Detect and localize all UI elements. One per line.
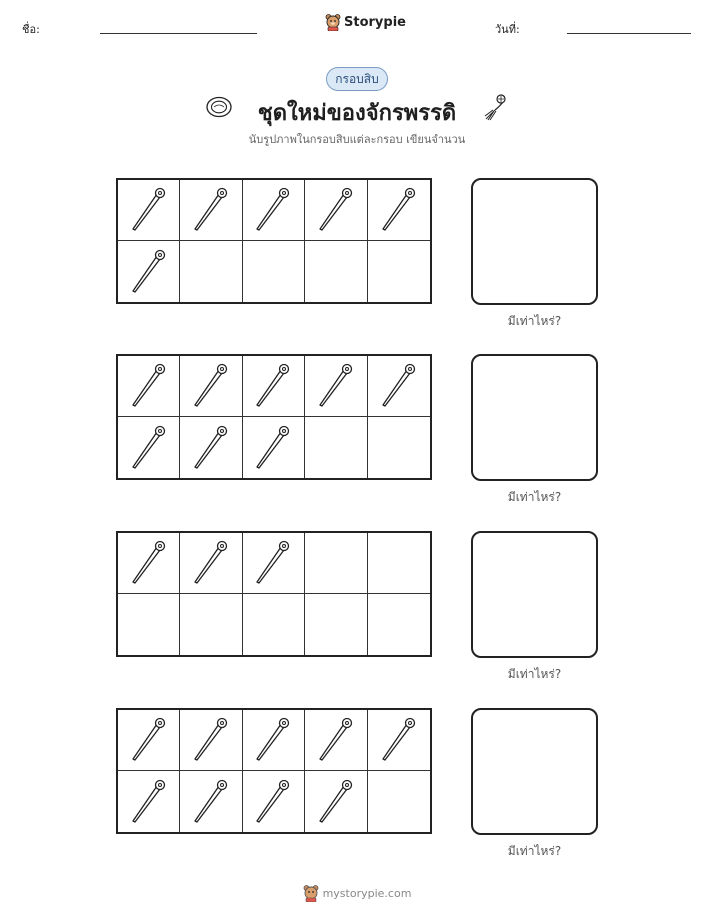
- topic-badge: กรอบสิบ: [326, 67, 388, 91]
- frame-cell: [180, 771, 242, 832]
- frame-cell: [118, 594, 180, 655]
- needle-icon: [377, 715, 421, 765]
- frame-cell: [243, 771, 305, 832]
- needle-icon: [189, 538, 233, 588]
- needle-icon: [314, 361, 358, 411]
- frame-cell: [368, 417, 430, 478]
- needle-icon: [251, 423, 295, 473]
- frame-cell: [243, 241, 305, 302]
- needle-icon: [189, 185, 233, 235]
- answer-box-4[interactable]: [471, 708, 598, 835]
- needle-icon: [127, 361, 171, 411]
- needle-icon: [189, 715, 233, 765]
- needle-icon: [251, 185, 295, 235]
- frame-cell: [368, 710, 430, 771]
- frame-cell: [118, 771, 180, 832]
- frame-cell: [243, 356, 305, 417]
- frame-cell: [368, 594, 430, 655]
- footer-website[interactable]: mystorypie.com: [322, 886, 412, 900]
- ten-frame-3: [116, 531, 432, 657]
- needle-icon: [251, 538, 295, 588]
- frame-cell: [243, 180, 305, 241]
- needle-icon: [377, 185, 421, 235]
- needle-icon: [127, 247, 171, 297]
- needle-icon: [251, 715, 295, 765]
- question-label-3: มีเท่าไหร่?: [507, 667, 562, 681]
- name-line[interactable]: [100, 33, 257, 34]
- needle-icon: [314, 185, 358, 235]
- needle-icon: [127, 423, 171, 473]
- frame-cell: [118, 710, 180, 771]
- needle-icon: [189, 777, 233, 827]
- ten-frame-2: [116, 354, 432, 480]
- frame-cell: [368, 771, 430, 832]
- frame-cell: [368, 180, 430, 241]
- question-label-2: มีเท่าไหร่?: [507, 490, 562, 504]
- answer-box-3[interactable]: [471, 531, 598, 658]
- frame-cell: [305, 241, 367, 302]
- date-label: วันที่:: [495, 23, 520, 36]
- frame-cell: [180, 356, 242, 417]
- frame-cell: [243, 710, 305, 771]
- date-line[interactable]: [567, 33, 691, 34]
- frame-cell: [243, 533, 305, 594]
- needle-icon: [127, 777, 171, 827]
- needle-icon: [251, 777, 295, 827]
- frame-cell: [243, 594, 305, 655]
- frame-cell: [118, 356, 180, 417]
- needle-icon: [127, 538, 171, 588]
- frame-cell: [368, 356, 430, 417]
- frame-cell: [305, 417, 367, 478]
- frame-cell: [118, 533, 180, 594]
- brand-logo: [325, 13, 406, 31]
- frame-cell: [180, 710, 242, 771]
- frame-cell: [368, 241, 430, 302]
- frame-cell: [305, 710, 367, 771]
- frame-cell: [118, 417, 180, 478]
- brand-name: Storypie: [344, 14, 406, 30]
- frame-cell: [305, 356, 367, 417]
- ten-frame-4: [116, 708, 432, 834]
- answer-box-1[interactable]: [471, 178, 598, 305]
- worksheet-title: ชุดใหม่ของจักรพรรดิ: [257, 101, 457, 126]
- needle-icon: [127, 715, 171, 765]
- frame-cell: [243, 417, 305, 478]
- needle-icon: [314, 715, 358, 765]
- frame-cell: [180, 180, 242, 241]
- ten-frame-1: [116, 178, 432, 304]
- bear-mascot-icon: [303, 884, 319, 902]
- frame-cell: [180, 594, 242, 655]
- needle-icon: [127, 185, 171, 235]
- frame-cell: [118, 241, 180, 302]
- frame-cell: [180, 241, 242, 302]
- footer: [0, 884, 714, 902]
- name-label: ชื่อ:: [22, 23, 40, 36]
- frame-cell: [305, 594, 367, 655]
- answer-box-2[interactable]: [471, 354, 598, 481]
- needle-icon: [251, 361, 295, 411]
- frame-cell: [368, 533, 430, 594]
- instructions: นับรูปภาพในกรอบสิบแต่ละกรอบ เขียนจำนวน: [248, 133, 466, 146]
- frame-cell: [305, 180, 367, 241]
- needle-icon: [189, 361, 233, 411]
- needle-icon: [377, 361, 421, 411]
- frame-cell: [180, 417, 242, 478]
- thread-spool-icon: [481, 92, 509, 122]
- needle-icon: [189, 423, 233, 473]
- frame-cell: [118, 180, 180, 241]
- frame-cell: [305, 533, 367, 594]
- question-label-4: มีเท่าไหร่?: [507, 844, 562, 858]
- needle-icon: [314, 777, 358, 827]
- question-label-1: มีเท่าไหร่?: [507, 314, 562, 328]
- frame-cell: [305, 771, 367, 832]
- bear-mascot-icon: [325, 13, 341, 31]
- frame-cell: [180, 533, 242, 594]
